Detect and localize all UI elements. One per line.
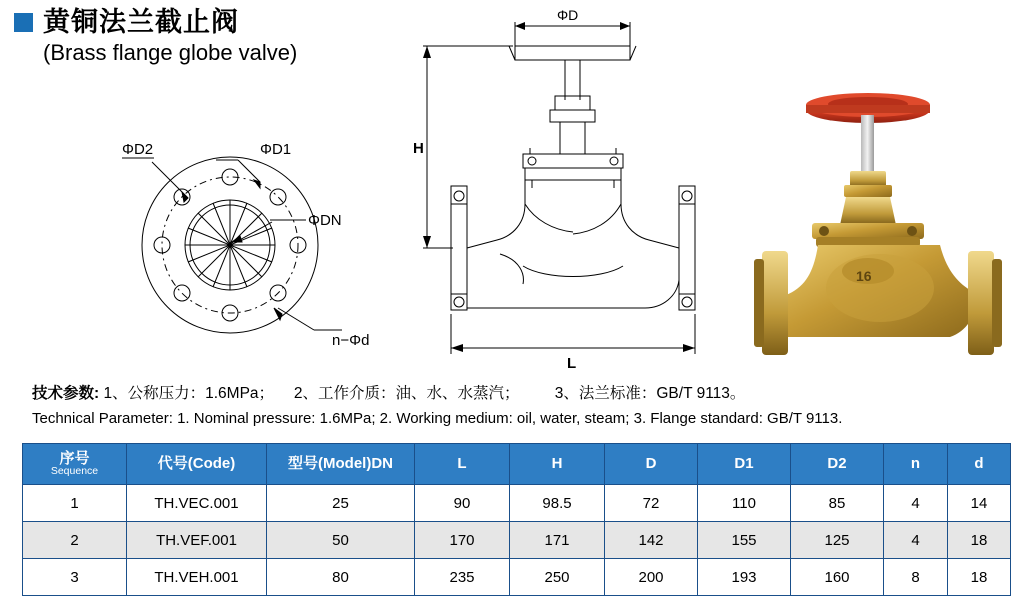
cell-model-dn: 50	[267, 522, 415, 559]
title-chinese: 黄铜法兰截止阀	[43, 7, 239, 37]
cell-code: TH.VEF.001	[127, 522, 267, 559]
col-header-sequence-cn: 序号	[59, 449, 90, 467]
cell-d: 200	[605, 559, 698, 596]
section-label-d: ΦD	[557, 8, 579, 23]
cell-d-hole: 18	[948, 559, 1011, 596]
cell-code: TH.VEC.001	[127, 485, 267, 522]
col-header-d: D	[605, 444, 698, 485]
flange-label-d1: ΦD1	[260, 141, 292, 158]
tech-params-chinese	[32, 382, 1012, 405]
title-english: (Brass flange globe valve)	[43, 39, 298, 65]
tech-params-chinese-text: 1、公称压力：1.6MPa； 2、工作介质：油、水、水蒸汽； 3、法兰标准：GB/T 9113。	[103, 385, 746, 402]
cell-d: 72	[605, 485, 698, 522]
cell-sequence: 3	[23, 559, 127, 596]
flange-face-drawing	[110, 130, 410, 370]
cell-d1: 155	[698, 522, 791, 559]
col-header-d2: D2	[791, 444, 884, 485]
technical-parameters	[32, 382, 1012, 431]
cell-d-hole: 14	[948, 485, 1011, 522]
cell-d2: 125	[791, 522, 884, 559]
cell-d2: 160	[791, 559, 884, 596]
col-header-d1: D1	[698, 444, 791, 485]
cell-d1: 110	[698, 485, 791, 522]
cell-l: 90	[415, 485, 510, 522]
cell-l: 235	[415, 559, 510, 596]
cell-d1: 193	[698, 559, 791, 596]
col-header-model-dn: 型号(Model)DN	[267, 444, 415, 485]
col-header-h: H	[510, 444, 605, 485]
cell-h: 171	[510, 522, 605, 559]
col-header-n: n	[884, 444, 948, 485]
col-header-sequence	[23, 444, 127, 485]
cell-sequence: 1	[23, 485, 127, 522]
section-label-l: L	[567, 355, 577, 372]
flange-label-dn: ΦDN	[308, 212, 342, 229]
tech-params-label: 技术参数:	[32, 385, 100, 402]
cell-n: 4	[884, 522, 948, 559]
cell-n: 8	[884, 559, 948, 596]
spec-table-header-row	[23, 444, 1011, 485]
valve-body-label: 16	[856, 268, 872, 284]
cell-h: 98.5	[510, 485, 605, 522]
table-row	[23, 522, 1011, 559]
tech-params-english: Technical Parameter: 1. Nominal pressure: 1.6MPa; 2. Working medium: oil, water, steam; 3. Flange standard: GB/T 9113.	[32, 410, 843, 428]
col-header-d-hole: d	[948, 444, 1011, 485]
valve-section-drawing	[405, 8, 725, 378]
cell-n: 4	[884, 485, 948, 522]
col-header-sequence-en: Sequence	[50, 465, 99, 478]
spec-table-wrap	[22, 443, 1010, 596]
cell-d2: 85	[791, 485, 884, 522]
valve-product-photo	[740, 75, 1020, 365]
table-row	[23, 559, 1011, 596]
cell-d-hole: 18	[948, 522, 1011, 559]
cell-model-dn: 25	[267, 485, 415, 522]
spec-table	[22, 443, 1011, 596]
col-header-code: 代号(Code)	[127, 444, 267, 485]
cell-model-dn: 80	[267, 559, 415, 596]
cell-sequence: 2	[23, 522, 127, 559]
cell-d: 142	[605, 522, 698, 559]
table-row	[23, 485, 1011, 522]
cell-l: 170	[415, 522, 510, 559]
flange-label-d2: ΦD2	[122, 141, 154, 158]
cell-code: TH.VEH.001	[127, 559, 267, 596]
flange-label-holes: n−Φd	[332, 332, 370, 349]
col-header-l: L	[415, 444, 510, 485]
section-label-h: H	[413, 140, 424, 157]
cell-h: 250	[510, 559, 605, 596]
